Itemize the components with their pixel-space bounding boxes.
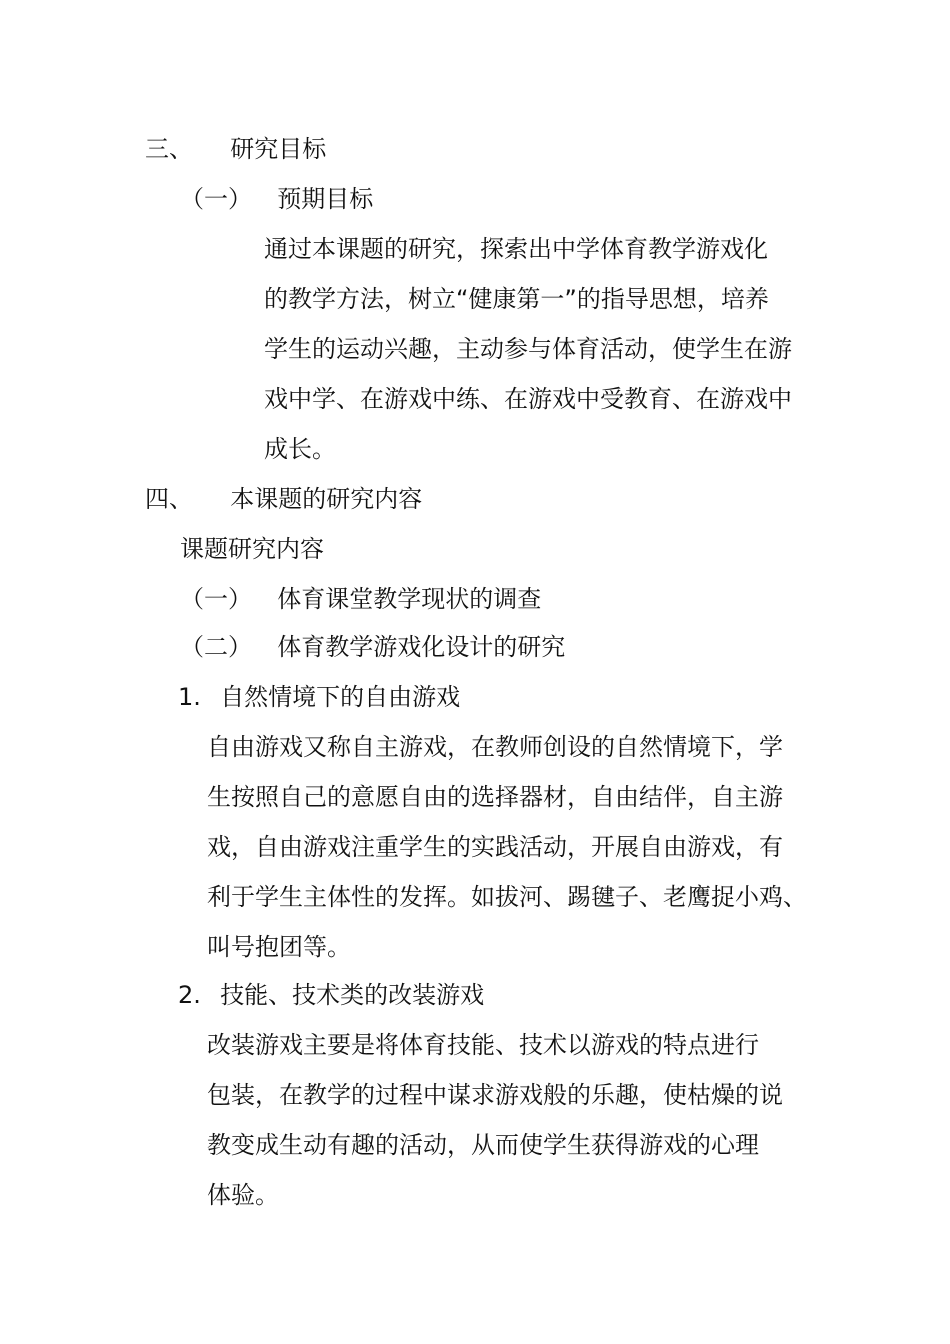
section-4-number: 四、 — [145, 485, 193, 513]
item-2-paragraph — [207, 1020, 807, 1220]
paragraph-line: 包装，在教学的过程中谋求游戏般的乐趣，使枯燥的说 — [207, 1081, 783, 1109]
item-1-heading — [178, 682, 460, 712]
section-3-title: 研究目标 — [230, 135, 327, 163]
subheading-number: （一） — [180, 585, 252, 613]
paragraph-line: 教变成生动有趣的活动，从而使学生获得游戏的心理 — [207, 1131, 759, 1159]
paragraph-line: 生按照自己的意愿自由的选择器材，自由结伴，自主游 — [207, 783, 783, 811]
paragraph-line: 通过本课题的研究，探索出中学体育教学游戏化 — [264, 235, 768, 263]
section-4-intro: 课题研究内容 — [180, 535, 324, 563]
subheading-number: （二） — [180, 633, 252, 661]
paragraph-line: 自由游戏又称自主游戏，在教师创设的自然情境下，学 — [207, 733, 783, 761]
paragraph-line: 的教学方法，树立“健康第一”的指导思想，培养 — [264, 285, 769, 313]
paragraph-line: 叫号抱团等。 — [207, 933, 351, 961]
item-title: 技能、技术类的改装游戏 — [220, 981, 485, 1009]
paragraph-line: 成长。 — [264, 435, 336, 463]
section-4-subheading-2 — [180, 632, 565, 662]
paragraph-line: 戏中学、在游戏中练、在游戏中受教育、在游戏中 — [264, 385, 792, 413]
section-4-title: 本课题的研究内容 — [230, 485, 423, 513]
subheading-title: 体育教学游戏化设计的研究 — [277, 633, 566, 661]
item-number: 1. — [178, 683, 201, 711]
paragraph-line: 体验。 — [207, 1181, 279, 1209]
paragraph-line: 学生的运动兴趣，主动参与体育活动，使学生在游 — [264, 335, 792, 363]
section-4-subheading-1 — [180, 584, 541, 614]
subheading-title: 体育课堂教学现状的调查 — [277, 585, 542, 613]
subheading-title: 预期目标 — [277, 185, 374, 213]
subheading-number: （一） — [180, 185, 252, 213]
item-2-heading — [178, 980, 484, 1010]
item-title: 自然情境下的自由游戏 — [220, 683, 461, 711]
section-3-number: 三、 — [145, 135, 193, 163]
section-3-subheading-1 — [180, 184, 373, 214]
item-number: 2. — [178, 981, 201, 1009]
section-4-heading — [145, 484, 422, 514]
paragraph-line: 改装游戏主要是将体育技能、技术以游戏的特点进行 — [207, 1031, 759, 1059]
paragraph-line: 戏，自由游戏注重学生的实践活动，开展自由游戏，有 — [207, 833, 783, 861]
item-1-paragraph — [207, 722, 807, 972]
paragraph-line: 利于学生主体性的发挥。如拔河、踢毽子、老鹰捉小鸡、 — [207, 883, 807, 911]
section-3-heading — [145, 134, 326, 164]
section-3-paragraph — [264, 224, 809, 474]
